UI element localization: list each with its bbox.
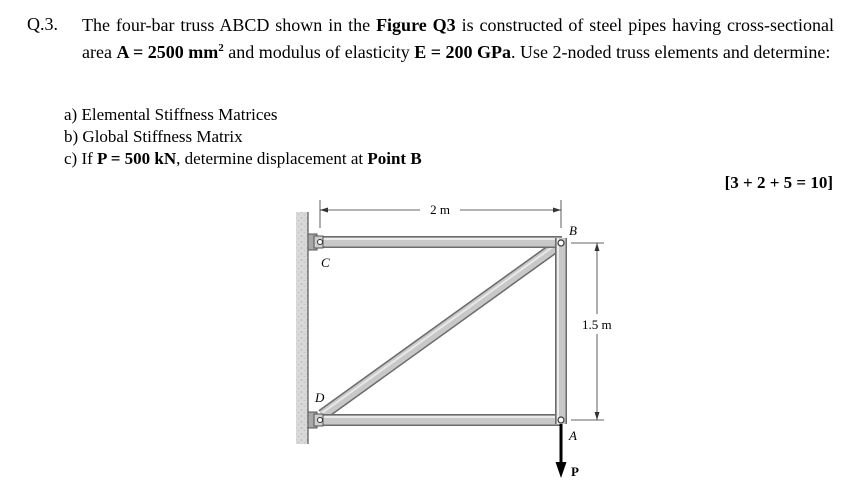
dimension-vertical-label: 1.5 m <box>582 317 612 332</box>
member-ba <box>555 238 567 424</box>
stem-text-3: and modulus of elasticity <box>223 42 415 62</box>
part-c: c) If P = 500 kN, determine displacement at Point B <box>64 149 422 168</box>
member-cb <box>320 236 562 248</box>
node-label-b: B <box>569 223 577 238</box>
node-label-c: C <box>321 255 330 270</box>
stem-text-2: is constructed of steel pipes having cross-sectional area <box>82 15 835 62</box>
joint-b-pin <box>558 240 564 246</box>
joint-a-pin <box>558 417 564 423</box>
node-label-d: D <box>315 390 325 405</box>
load-arrow-p <box>556 424 567 478</box>
part-b: b) Global Stiffness Matrix <box>64 127 243 146</box>
marks-allocation: [3 + 2 + 5 = 10] <box>724 173 833 192</box>
node-label-a: A <box>569 428 577 443</box>
stem-area-exponent: 2 <box>218 42 224 54</box>
question-number: Q.3. <box>27 14 58 34</box>
stem-text-1: The four-bar truss ABCD shown in the <box>82 15 377 35</box>
pin-support-c <box>308 234 323 250</box>
pin-support-d <box>308 412 323 428</box>
stem-area: A = 2500 $mm^2$ <box>116 42 224 62</box>
wall-support <box>296 212 308 444</box>
dimension-horizontal-label: 2 m <box>430 202 450 217</box>
stem-modulus: E = 200 GPa <box>414 42 511 62</box>
stem-figure-ref: Figure Q3 <box>376 15 456 35</box>
member-db <box>322 241 561 415</box>
part-a: a) Elemental Stiffness Matrices <box>64 105 278 124</box>
stem-text-4: . Use 2-noded truss elements and determine: <box>510 42 831 62</box>
load-label-p: P <box>571 464 579 479</box>
member-da <box>320 414 562 426</box>
